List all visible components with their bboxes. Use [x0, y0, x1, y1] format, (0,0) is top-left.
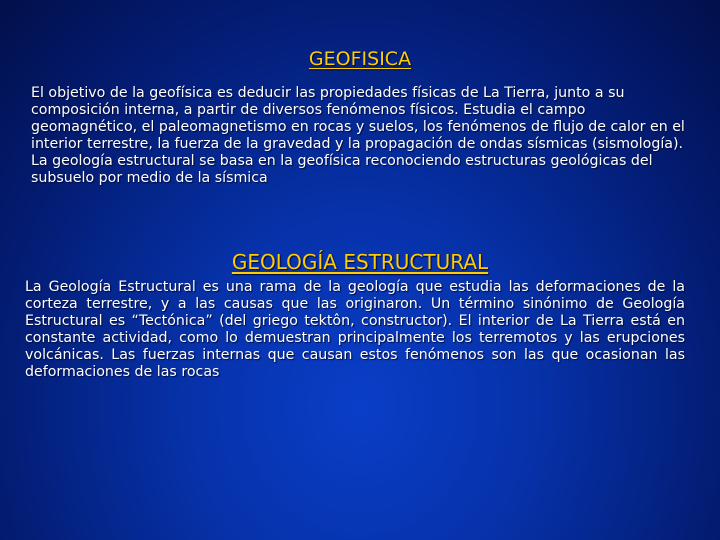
geologia-estructural-paragraph: La Geología Estructural es una rama de la geología que estudia las deformaciones de la corteza terrestre, y a las causas que las originaron. Un término sinónimo de Geología Estructural es “Tectónica” (del griego tektôn, constructor). El interior de La Tierra está en constante actividad, como lo demuestran principalmente los terremotos y las erupciones volcánicas. Las fuerzas internas que causan estos fenómenos son las que ocasionan las deformaciones de las rocas — [25, 279, 685, 380]
geofisica-heading: GEOFISICA — [308, 48, 412, 70]
geofisica-paragraph: El objetivo de la geofísica es deducir las propiedades físicas de La Tierra, junto a su composición interna, a partir de diversos fenómenos físicos. Estudia el campo geomagnético, el paleomagnetismo en rocas y suelos, los fenómenos de flujo de calor en el interior terrestre, la fuerza de la gravedad y la propagación de ondas sísmicas (sismología). La geología estructural se basa en la geofísica reconociendo estructuras geológicas del subsuelo por medio de la sísmica — [31, 85, 685, 186]
geologia-estructural-heading: GEOLOGÍA ESTRUCTURAL — [231, 250, 489, 274]
